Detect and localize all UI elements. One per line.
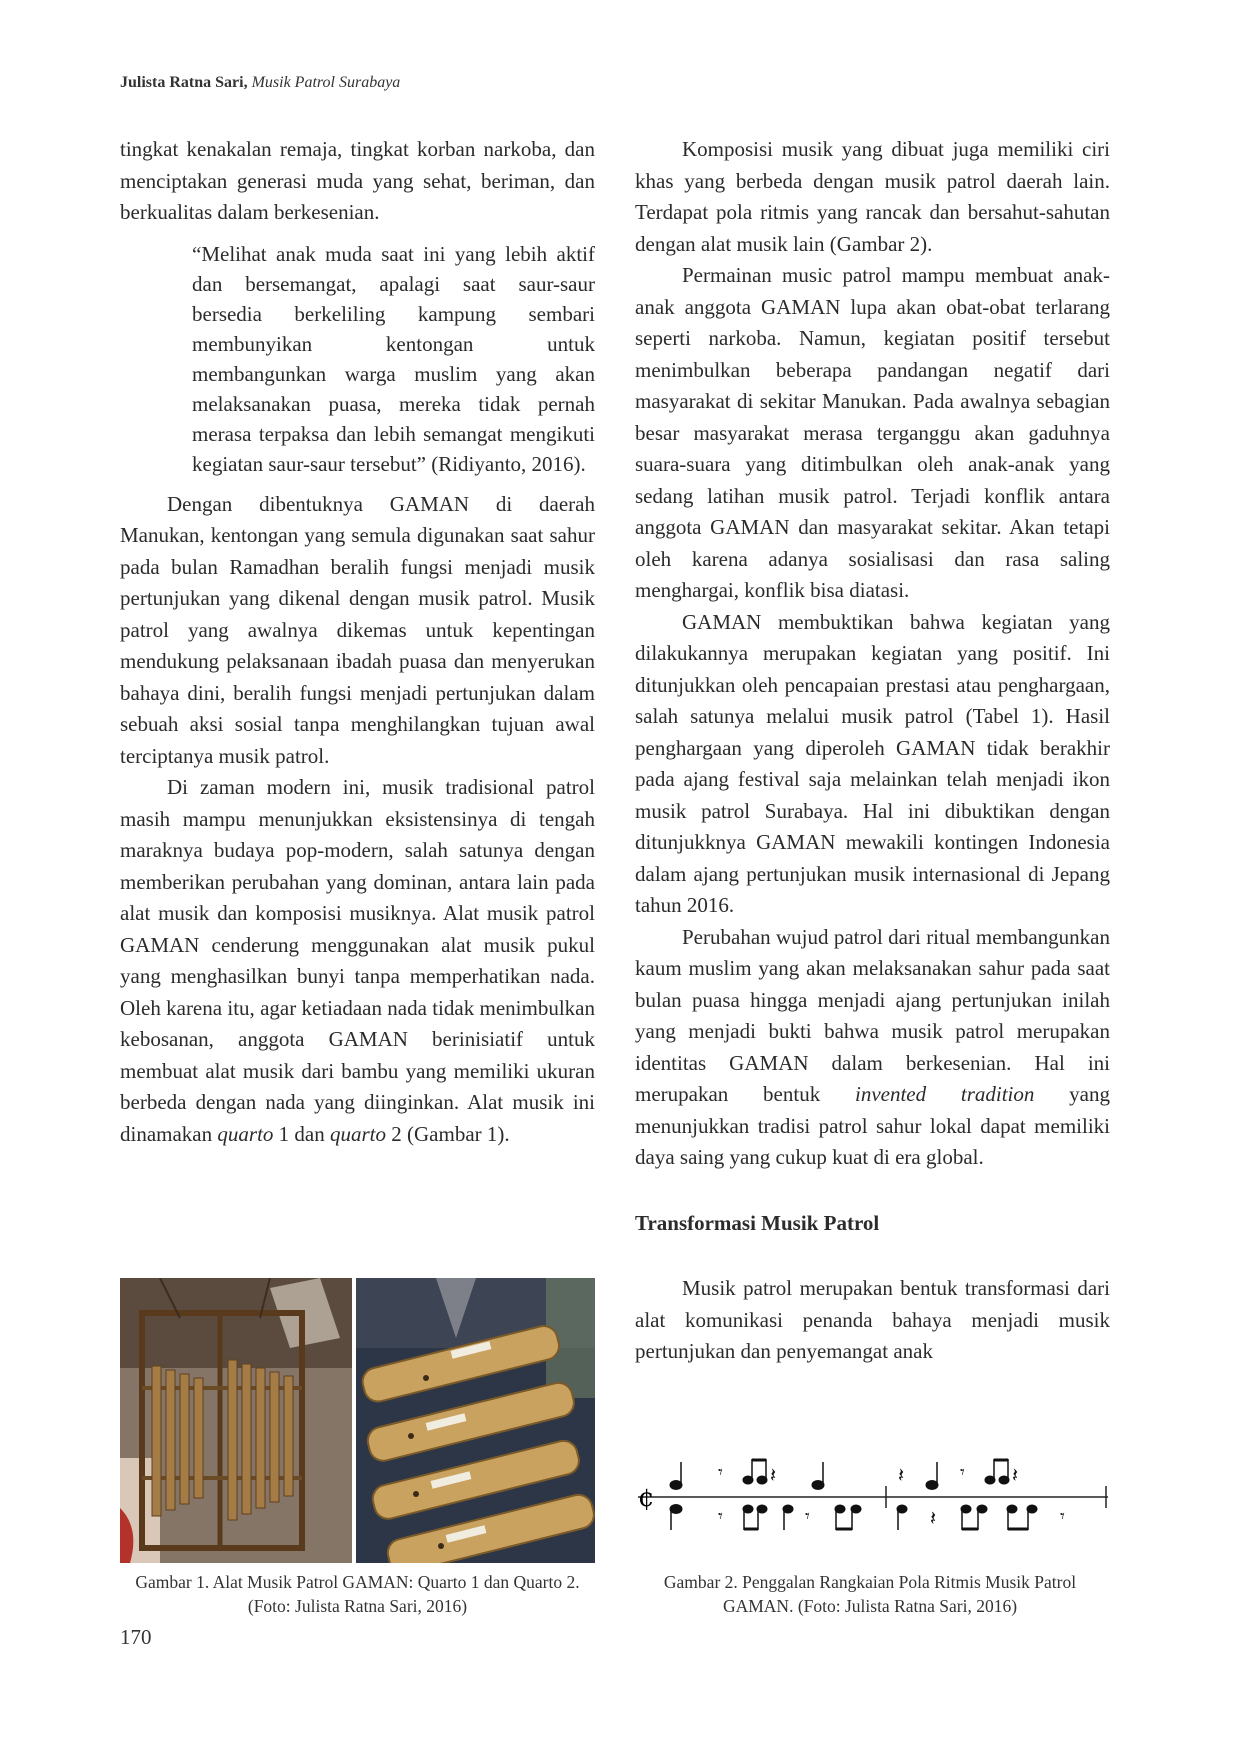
rhythm-staff xyxy=(630,1450,1110,1540)
quarter-rest: 𝄽 xyxy=(770,1463,777,1487)
bamboo-tubes-illustration xyxy=(356,1278,595,1563)
right-paragraph-1: Komposisi musik yang dibuat juga memiliki ciri khas yang berbeda dengan musik patrol daerah lain. Terdapat pola ritmis yang rancak dan bersahut-sahutan dengan alat musik lain (Gambar 2). xyxy=(635,137,1110,256)
time-signature: ¢ xyxy=(638,1483,655,1513)
right-paragraph-5: Musik patrol merupakan bentuk transformasi dari alat komunikasi penanda bahaya menjadi musik pertunjukan dan penyemangat anak xyxy=(635,1276,1110,1363)
text-run: Perubahan wujud patrol dari ritual membangunkan kaum muslim yang akan melaksanakan sahur pada saat bulan puasa hingga menjadi ajang pertunjukan inilah yang menjadi bukti bahwa musik patrol merupakan identitas GAMAN dalam berkesenian. Hal ini merupakan bentuk xyxy=(635,924,1110,1106)
italic-term: quarto xyxy=(329,1121,386,1146)
quarter-rest: 𝄽 xyxy=(1012,1463,1019,1487)
text-run: yang menunjukkan tradisi patrol sahur lokal dapat memiliki daya saing yang cukup kuat di era global. xyxy=(635,1082,1110,1169)
quarto-frame-illustration xyxy=(120,1278,352,1563)
photo-quarto-bamboo xyxy=(356,1278,595,1563)
left-paragraph-2: Dengan dibentuknya GAMAN di daerah Manukan, kentongan yang semula digunakan saat sahur pada bulan Ramadhan beralih fungsi menjadi musik pertunjukan yang dikenal dengan musik patrol. Musik patrol yang awalnya dikemas untuk kepentingan mendukung pelaksanaan ibadah puasa dan menyerukan bahaya dini, beralih fungsi menjadi pertunjukan dalam sebuah aksi sosial tanpa menghilangkan tujuan awal terciptanya musik patrol. xyxy=(120,491,595,768)
left-paragraph-1: tingkat kenakalan remaja, tingkat korban narkoba, dan menciptakan generasi muda yang sehat, beriman, dan berkualitas dalam berkesenian. xyxy=(120,137,595,224)
left-column xyxy=(120,134,595,1150)
page-number: 170 xyxy=(120,1625,152,1649)
note xyxy=(926,1481,938,1490)
upper-voice xyxy=(670,1459,1018,1490)
photo-quarto-frame xyxy=(120,1278,352,1563)
eighth-rest: 𝄾 xyxy=(805,1506,810,1527)
text-run: 2 (Gambar 1). xyxy=(386,1121,510,1146)
note xyxy=(670,1481,682,1490)
eighth-rest: 𝄾 xyxy=(718,1462,723,1483)
running-header xyxy=(120,74,400,92)
note xyxy=(812,1481,824,1490)
figure-2-caption: Gambar 2. Penggalan Rangkaian Pola Ritmis Musik Patrol GAMAN. (Foto: Julista Ratna Sari, 2016) xyxy=(663,1572,1077,1616)
quarter-rest: 𝄽 xyxy=(898,1463,905,1487)
eighth-rest: 𝄾 xyxy=(1060,1506,1065,1527)
header-author: Julista Ratna Sari, xyxy=(120,74,248,91)
section-heading: Transformasi Musik Patrol xyxy=(635,1210,880,1235)
eighth-rest: 𝄾 xyxy=(718,1506,723,1527)
italic-term: invented tradition xyxy=(854,1082,1035,1106)
text-run: Di zaman modern ini, musik tradisional patrol masih mampu menunjukkan eksistensinya di tengah maraknya budaya pop-modern, salah satunya dengan memberikan perubahan yang dominan, antara lain pada alat musik dan komposisi musiknya. Alat musik patrol GAMAN cenderung menggunakan alat musik pukul yang menghasilkan bunyi tanpa memperhatikan nada. Oleh karena itu, agar ketiadaan nada tidak menimbulkan kebosanan, anggota GAMAN berinisiatif untuk membuat alat musik dari bambu yang memiliki ukuran berbeda dengan nada yang diinginkan. Alat musik ini dinamakan xyxy=(120,775,595,1146)
note xyxy=(670,1505,682,1514)
right-paragraph-3: GAMAN membuktikan bahwa kegiatan yang dilakukannya merupakan kegiatan yang positif. Ini ditunjukkan oleh pencapaian prestasi atau penghargaan, salah satunya melalui musik patrol (Tabel 1). Hasil penghargaan yang diperoleh GAMAN tidak berakhir pada ajang festival saja melainkan telah menjadi ikon musik patrol Surabaya. Hal ini dibuktikan dengan ditunjukknya GAMAN mewakili kontingen Indonesia dalam ajang pertunjukan musik internasional di Jepang tahun 2016. xyxy=(635,609,1110,917)
lower-voice xyxy=(670,1505,1065,1531)
text-run: 1 dan xyxy=(273,1121,330,1146)
header-title: Musik Patrol Surabaya xyxy=(251,74,401,91)
figure-2-notation xyxy=(630,1450,1110,1540)
block-quote: “Melihat anak muda saat ini yang lebih aktif dan bersemangat, apalagi saat saur-saur bersedia berkeliling kampung sembari membunyikan kentongan untuk membangunkan warga muslim yang akan melaksanakan puasa, mereka tidak pernah merasa terpaksa dan lebih semangat mengikuti kegiatan saur-saur tersebut” (Ridiyanto, 2016). xyxy=(192,241,595,476)
italic-term: quarto xyxy=(217,1121,274,1146)
quarter-rest: 𝄽 xyxy=(930,1506,937,1530)
figure-1-photos xyxy=(120,1278,595,1563)
left-paragraph-3 xyxy=(120,772,595,1150)
right-column xyxy=(635,134,1110,1368)
right-paragraph-4 xyxy=(635,922,1110,1174)
right-paragraph-2: Permainan music patrol mampu membuat anak-anak anggota GAMAN lupa akan obat-obat terlarang seperti narkoba. Namun, kegiatan positif tersebut menimbulkan beberapa pandangan negatif dari masyarakat di sekitar Manukan. Pada awalnya sebagian besar masyarakat merasa terganggu akan gaduhnya suara-suara yang ditimbulkan oleh anak-anak yang sedang latihan musik patrol. Terjadi konflik antara anggota GAMAN dan masyarakat sekitar. Akan tetapi oleh karena adanya sosialisasi dan rasa saling menghargai, konflik bisa diatasi. xyxy=(635,263,1110,602)
eighth-rest: 𝄾 xyxy=(960,1462,965,1483)
figure-1-caption: Gambar 1. Alat Musik Patrol GAMAN: Quarto 1 dan Quarto 2. (Foto: Julista Ratna Sari, 2016) xyxy=(135,1572,580,1616)
